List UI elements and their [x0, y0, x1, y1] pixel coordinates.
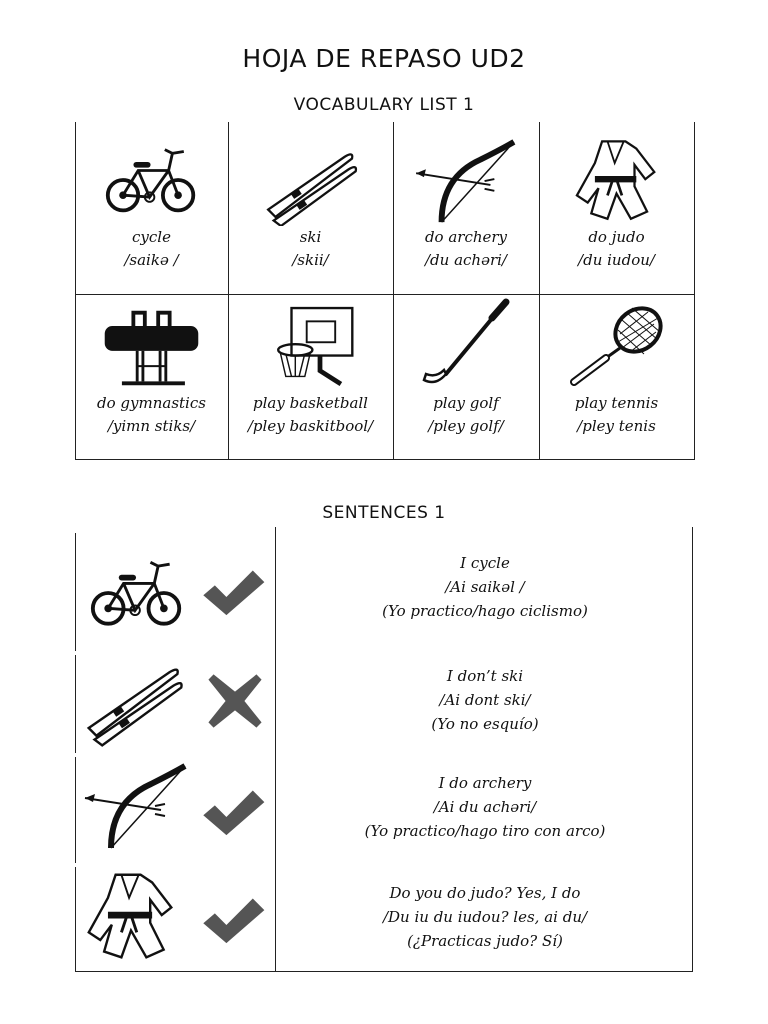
vocab-pronunciation: /pley golf/ [428, 417, 504, 435]
vocabulary-heading: VOCABULARY LIST 1 [293, 95, 475, 115]
bow-arrow-icon [411, 138, 521, 226]
vocab-word: do judo [588, 228, 645, 246]
bicycle-icon [104, 134, 199, 226]
sentence-english: I do archery [438, 774, 532, 792]
bicycle-icon [89, 545, 185, 641]
sentence-english: I cycle [460, 554, 510, 572]
vocab-word: do gymnastics [97, 394, 206, 412]
check-icon [200, 787, 266, 837]
vocab-judo [539, 136, 694, 272]
sentence-english: Do you do judo? Yes, I do [389, 884, 581, 902]
vocab-tennis [539, 298, 694, 438]
vocab-word: ski [299, 228, 322, 246]
vocab-basketball [228, 302, 393, 438]
sentence-text-cycle [275, 551, 695, 623]
vocab-word: play basketball [253, 394, 368, 412]
judo-uniform-icon [83, 869, 179, 965]
ski-icon [81, 657, 187, 747]
sentence-pronunciation: /Ai dont ski/ [439, 691, 531, 709]
check-icon [200, 895, 266, 945]
vocab-archery [393, 138, 539, 272]
vocabulary-grid [75, 122, 695, 460]
vocab-word: do archery [424, 228, 508, 246]
vocab-cycle [75, 134, 228, 272]
check-icon [200, 567, 266, 617]
vocab-ski [228, 144, 393, 272]
vocab-word: cycle [132, 228, 171, 246]
basketball-hoop-icon [263, 302, 358, 392]
vocab-pronunciation: /yimn stiks/ [107, 417, 196, 435]
sentence-translation: (¿Practicas judo? Sí) [407, 932, 563, 950]
sentence-pronunciation: /Du iu du iudou? les, ai du/ [382, 908, 588, 926]
sentence-text-ski [275, 664, 695, 736]
sentence-pronunciation: /Ai du achəri/ [433, 798, 537, 816]
ski-icon [256, 144, 366, 226]
tennis-racket-icon [562, 298, 672, 392]
vocab-pronunciation: /skii/ [292, 251, 329, 269]
vocab-word: play tennis [574, 394, 659, 412]
sentences-heading: SENTENCES 1 [322, 503, 446, 523]
vocab-golf [393, 298, 539, 438]
sentence-translation: (Yo practico/hago tiro con arco) [364, 822, 606, 840]
cross-icon [205, 671, 265, 731]
sentence-row-judo [75, 867, 275, 971]
judo-uniform-icon [569, 136, 664, 226]
vocab-pronunciation: /du iudou/ [578, 251, 655, 269]
sentence-translation: (Yo practico/hago ciclismo) [382, 602, 588, 620]
sentence-text-archery [275, 771, 695, 843]
vocab-pronunciation: /saikə / [124, 251, 179, 269]
golf-club-icon [416, 298, 516, 392]
vocab-pronunciation: /pley tenis [577, 417, 656, 435]
sentence-row-ski [75, 655, 275, 753]
vocab-word: play golf [433, 394, 499, 412]
bow-arrow-icon [81, 761, 191, 853]
page-title: HOJA DE REPASO UD2 [242, 44, 526, 73]
vocab-gymnastics [75, 304, 228, 438]
sentence-text-judo [275, 881, 695, 953]
vocab-pronunciation: /du achəri/ [425, 251, 507, 269]
sentence-pronunciation: /Ai saikəl / [445, 578, 525, 596]
sentence-translation: (Yo no esquío) [431, 715, 539, 733]
sentences-table [75, 527, 695, 972]
vocab-pronunciation: /pley baskitbool/ [247, 417, 374, 435]
pommel-horse-icon [99, 304, 204, 392]
sentence-english: I don’t ski [446, 667, 524, 685]
sentence-row-archery [75, 759, 275, 859]
sentence-row-cycle [75, 541, 275, 641]
